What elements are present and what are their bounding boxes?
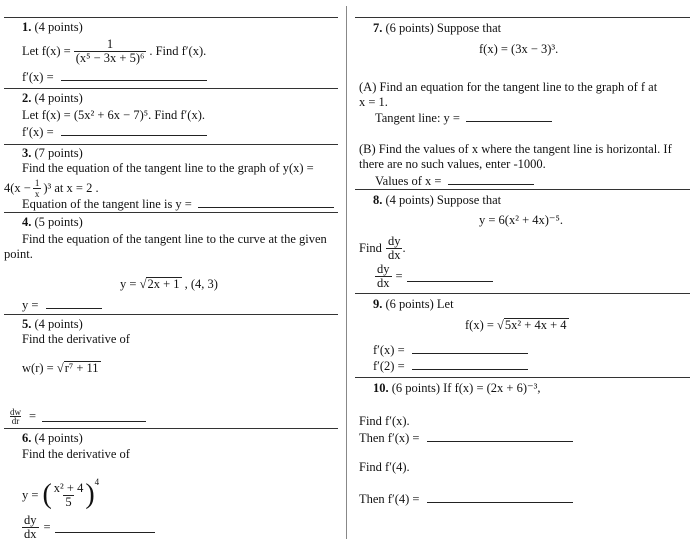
answer-field[interactable] (46, 297, 102, 309)
fraction-numerator: 1 (34, 177, 40, 188)
problem-points: (4 points) (34, 317, 83, 331)
answer-field[interactable] (407, 270, 493, 282)
problem-6-header (22, 431, 83, 445)
problem-5-header (22, 317, 83, 331)
sqrt-sign: √ (497, 318, 504, 332)
derivative-denominator: dx (387, 247, 401, 262)
problem-points: (7 points) (34, 146, 83, 160)
values-answer-row (375, 173, 534, 188)
part-a-line-1: (A) Find an equation for the tangent line to the graph of f at (359, 80, 658, 94)
answer-row (22, 124, 207, 139)
derivative-numerator: dw (10, 406, 21, 417)
problem-number: 6. (22, 431, 32, 445)
derivative-numerator: dy (24, 512, 37, 527)
part-b-line-1: (B) Find the values of x where the tangent line is horizontal. If (359, 142, 672, 156)
answer-row (22, 513, 155, 541)
column-divider (346, 6, 347, 539)
problem-8-equation: y = 6(x² + 4x)⁻⁵. (479, 213, 564, 227)
problem-1-prompt (22, 36, 206, 66)
problem-6 (4, 428, 338, 542)
problem-1 (4, 17, 338, 89)
problem-2-prompt: Let f(x) = (5x² + 6x − 7)⁵. Find f′(x). (22, 108, 205, 122)
problem-6-function: y = ( $\frac{\text{x² + 4}}{5}$ ) 4 (22, 477, 100, 510)
answer-label: f′(2) = (373, 359, 405, 373)
problem-4 (4, 212, 338, 315)
derivative-denominator: dr (11, 415, 20, 426)
function-left: y = (22, 488, 39, 502)
power: 4 (94, 477, 100, 487)
left-column (4, 0, 338, 543)
answer-field[interactable] (42, 410, 146, 422)
problem-4-prompt-line-2: point. (4, 247, 33, 261)
function-fraction (74, 38, 147, 65)
problem-6-prompt: Find the derivative of (22, 447, 130, 461)
prompt-part-b: )³ at x = 2 . (43, 181, 99, 195)
values-answer-field[interactable] (448, 173, 534, 185)
prompt-let: Let f(x) = (22, 44, 71, 58)
problem-points: (5 points) (34, 215, 83, 229)
problem-points: (4 points) (34, 431, 83, 445)
value-answer-field[interactable] (412, 358, 528, 370)
problem-number: 5. (22, 317, 32, 331)
derivative-symbol-answer (375, 263, 392, 290)
function-fraction (52, 482, 86, 509)
problem-10-header (373, 381, 540, 395)
fraction-denominator: 5 (65, 494, 72, 509)
part-a-line-2: x = 1. (359, 95, 388, 109)
problem-2 (4, 88, 338, 145)
find-label: Find (359, 241, 382, 255)
problem-number: 1. (22, 20, 32, 34)
answer-label: f′(x) = (373, 343, 405, 357)
answer-row (22, 297, 102, 312)
find-value: Find f′(4). (359, 460, 410, 474)
problem-number: 2. (22, 91, 32, 105)
answer-field[interactable] (61, 124, 207, 136)
answer-label: f′(x) = (22, 70, 54, 84)
problem-4-header (22, 215, 83, 229)
derivative-symbol (386, 233, 406, 262)
radicand: r⁷ + 11 (64, 361, 99, 375)
sqrt-sign: √ (139, 277, 147, 291)
problem-2-header (22, 91, 83, 105)
problem-7-equation: f(x) = (3x − 3)³. (479, 42, 559, 56)
problem-3-prompt-line-1: Find the equation of the tangent line to the graph of y(x) = (22, 161, 314, 175)
answer-label: Values of x = (375, 174, 442, 188)
answer-label: y = (22, 298, 39, 312)
problem-5-function (22, 361, 101, 375)
answer-row-1 (359, 430, 573, 445)
problem-4-prompt-line-1: Find the equation of the tangent line to the curve at the given (22, 232, 327, 246)
fraction-numerator: x² + 4 (53, 480, 84, 495)
problem-number: 4. (22, 215, 32, 229)
problem-9-equation (465, 318, 569, 332)
prompt-find: . Find f′(x). (149, 44, 207, 58)
problem-8-find (359, 234, 406, 262)
answer-row-2 (359, 491, 573, 506)
equation-left: f(x) = (465, 318, 494, 332)
equals-sign: = (395, 269, 403, 283)
radicand: 2x + 1 (147, 277, 180, 291)
answer-field[interactable] (198, 196, 334, 208)
answer-label: f′(x) = (22, 125, 54, 139)
answer-label: Then f′(x) = (359, 431, 420, 445)
derivative-symbol (8, 408, 23, 425)
sqrt-sign: √ (56, 361, 64, 375)
answer-row-2 (373, 358, 528, 373)
answer-row (8, 406, 146, 426)
part-b-line-2: there are no such values, enter -1000. (359, 157, 546, 171)
derivative-numerator: dy (387, 233, 401, 248)
find-derivative: Find f′(x). (359, 414, 410, 428)
fraction-numerator: 1 (106, 36, 114, 51)
derivative-denominator: dx (24, 526, 37, 541)
answer-field[interactable] (61, 69, 207, 81)
problem-10 (355, 377, 690, 542)
equals-sign: = (43, 520, 51, 534)
answer-row (22, 196, 334, 211)
answer-field[interactable] (55, 521, 155, 533)
problem-points: (4 points) Suppose that (385, 193, 502, 207)
problem-number: 9. (373, 297, 383, 311)
answer-label: Then f′(4) = (359, 492, 420, 506)
problem-7 (355, 17, 690, 190)
prompt-part-a: 4(x − (4, 181, 31, 195)
fraction-denominator: (x⁵ − 3x + 5)⁶ (75, 50, 145, 65)
find-period: . (402, 241, 406, 255)
derivative-numerator: dy (377, 261, 390, 276)
problem-4-equation (120, 277, 218, 291)
problem-number: 3. (22, 146, 32, 160)
equation-left: y = (120, 277, 137, 291)
answer-label: Tangent line: y = (375, 111, 460, 125)
problem-points: (4 points) (34, 91, 83, 105)
problem-number: 10. (373, 381, 389, 395)
answer-label: Equation of the tangent line is y = (22, 197, 192, 211)
tangent-answer-field[interactable] (466, 110, 552, 122)
answer-row-1 (373, 342, 528, 357)
problem-number: 7. (373, 21, 383, 35)
problem-points: (6 points) Suppose that (385, 21, 502, 35)
problem-9-header (373, 297, 454, 311)
problem-9 (355, 293, 690, 378)
problem-points: (6 points) If f(x) = (2x + 6)⁻³, (391, 381, 541, 395)
equals-sign: = (29, 409, 37, 423)
right-column (355, 0, 690, 543)
value-answer-field[interactable] (427, 491, 573, 503)
answer-row (22, 69, 207, 84)
tangent-answer-row (375, 110, 552, 125)
problem-3 (4, 144, 338, 213)
problem-8 (355, 189, 690, 294)
problem-5 (4, 314, 338, 429)
fraction-denominator: x (34, 188, 40, 199)
answer-row (375, 262, 493, 290)
derivative-symbol (22, 514, 39, 541)
problem-number: 8. (373, 193, 383, 207)
problem-points: (4 points) (34, 20, 83, 34)
problem-5-prompt: Find the derivative of (22, 332, 130, 346)
derivative-answer-field[interactable] (427, 430, 573, 442)
problem-8-header (373, 193, 501, 207)
problem-3-header (22, 146, 83, 160)
function-left: w(r) = (22, 361, 54, 375)
problem-points: (6 points) Let (385, 297, 454, 311)
derivative-answer-field[interactable] (412, 342, 528, 354)
problem-7-header (373, 21, 501, 35)
radicand: 5x² + 4x + 4 (504, 318, 567, 332)
derivative-denominator: dx (377, 275, 390, 290)
problem-1-header (22, 20, 83, 34)
equation-point: , (4, 3) (184, 277, 218, 291)
